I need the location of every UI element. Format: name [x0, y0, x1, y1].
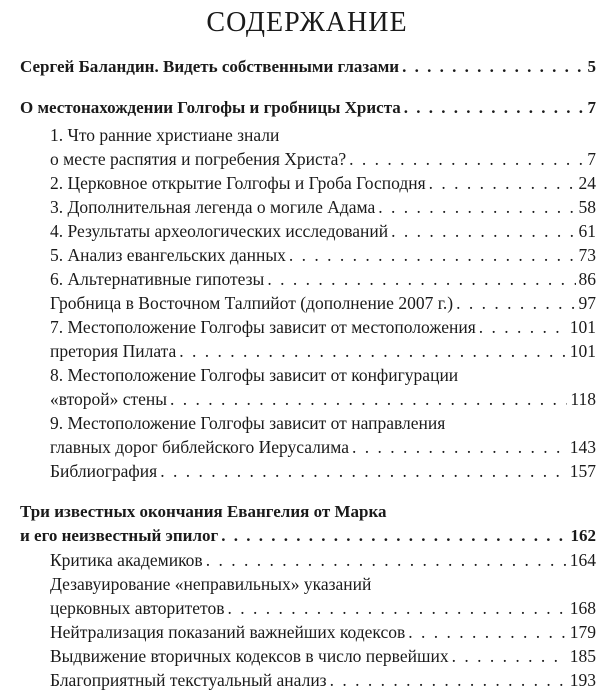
- toc-leader-dots: [404, 97, 585, 119]
- toc-entry[interactable]: [50, 340, 596, 362]
- toc-entry-title: 4. Результаты археологических исследований: [50, 221, 389, 241]
- toc-leader-dots: [408, 621, 567, 643]
- toc-page-number: 61: [578, 221, 596, 241]
- toc-entry-title: Библиография: [50, 461, 158, 481]
- toc-leader-dots: [391, 220, 575, 242]
- toc-page-number: 97: [578, 293, 596, 313]
- toc-page-number: 193: [569, 670, 596, 690]
- toc-page-number: 5: [587, 57, 596, 76]
- toc-entry-title: 2. Церковное открытие Голгофы и Гроба Господня: [50, 173, 426, 193]
- toc-entry-title: Выдвижение вторичных кодексов в число первейших: [50, 646, 449, 666]
- toc-entry[interactable]: [20, 525, 596, 547]
- toc-leader-dots: [221, 525, 567, 547]
- toc-entry-title: Благоприятный текстуальный анализ: [50, 670, 327, 690]
- toc-entry-title: 3. Дополнительная легенда о могиле Адама: [50, 197, 376, 217]
- toc-leader-dots: [227, 597, 566, 619]
- toc-entry[interactable]: [50, 645, 596, 667]
- toc-entry-title: Критика академиков: [50, 550, 203, 570]
- toc-page-number: 58: [578, 197, 596, 217]
- toc-entry[interactable]: [50, 621, 596, 643]
- toc-entry-title: Три известных окончания Евангелия от Марка: [20, 502, 387, 521]
- toc-entry[interactable]: [50, 220, 596, 242]
- toc-entry[interactable]: [50, 597, 596, 619]
- toc-entry[interactable]: [20, 97, 596, 119]
- toc-leader-dots: [452, 645, 567, 667]
- toc-leader-dots: [179, 340, 566, 362]
- toc-page-number: 86: [578, 269, 596, 289]
- toc-leader-dots: [378, 196, 575, 218]
- toc-entry[interactable]: [50, 669, 596, 691]
- toc-entry[interactable]: [50, 549, 596, 571]
- toc-entry-title: претория Пилата: [50, 341, 177, 361]
- toc-entry[interactable]: [50, 388, 596, 410]
- toc-entry-title: 7. Местоположение Голгофы зависит от местоположения: [50, 317, 476, 337]
- toc-entry-title: О местонахождении Голгофы и гробницы Христа: [20, 98, 401, 117]
- toc-page-number: 157: [569, 461, 596, 481]
- toc-entry[interactable]: [50, 244, 596, 266]
- toc-leader-dots: [479, 316, 567, 338]
- toc-entry-title: 6. Альтернативные гипотезы: [50, 269, 265, 289]
- toc-entry-title: о месте распятия и погребения Христа?: [50, 149, 347, 169]
- toc-leader-dots: [289, 244, 576, 266]
- toc-leader-dots: [206, 549, 567, 571]
- toc-entry[interactable]: [50, 573, 596, 595]
- toc-leader-dots: [402, 56, 584, 78]
- toc-page-number: 179: [569, 622, 596, 642]
- toc-page-number: 143: [569, 437, 596, 457]
- toc-leader-dots: [170, 388, 567, 410]
- toc-page-number: 24: [578, 173, 596, 193]
- toc-entry-title: 9. Местоположение Голгофы зависит от направления: [50, 413, 446, 433]
- toc-entry[interactable]: [50, 292, 596, 314]
- toc-page-number: 101: [569, 341, 596, 361]
- toc-entry[interactable]: [50, 436, 596, 458]
- toc-leader-dots: [456, 292, 575, 314]
- toc-entry-title: 1. Что ранние христиане знали: [50, 125, 280, 145]
- toc-entry[interactable]: [50, 148, 596, 170]
- toc-leader-dots: [330, 669, 567, 691]
- toc-entry-title: 5. Анализ евангельских данных: [50, 245, 286, 265]
- toc-entry[interactable]: [20, 56, 596, 78]
- toc-entry[interactable]: [20, 501, 596, 523]
- toc-entry-title: Сергей Баландин. Видеть собственными глазами: [20, 57, 400, 76]
- toc-entry[interactable]: [50, 460, 596, 482]
- toc-entry[interactable]: [50, 364, 596, 386]
- toc-page-number: 162: [570, 526, 596, 545]
- toc-page-number: 164: [569, 550, 596, 570]
- toc-entry-title: Нейтрализация показаний важнейших кодексов: [50, 622, 406, 642]
- toc-entry-title: Гробница в Восточном Талпийот (дополнение 2007 г.): [50, 293, 454, 313]
- toc-entry[interactable]: [50, 268, 596, 290]
- toc-page-number: 168: [569, 598, 596, 618]
- toc-page-number: 7: [587, 149, 596, 169]
- toc-heading: СОДЕРЖАНИЕ: [206, 7, 408, 38]
- toc-page-number: 185: [569, 646, 596, 666]
- toc-entry[interactable]: [50, 196, 596, 218]
- toc-leader-dots: [429, 172, 576, 194]
- toc-leader-dots: [352, 436, 567, 458]
- toc-entry-title: 8. Местоположение Голгофы зависит от конфигурации: [50, 365, 459, 385]
- toc-page-number: 73: [578, 245, 596, 265]
- toc-page-number: 118: [570, 389, 596, 409]
- toc-leader-dots: [267, 268, 575, 290]
- toc-entry-title: «второй» стены: [50, 389, 168, 409]
- toc-leader-dots: [160, 460, 567, 482]
- toc-entry[interactable]: [50, 124, 596, 146]
- toc-entry-title: и его неизвестный эпилог: [20, 526, 219, 545]
- toc-page-number: 101: [569, 317, 596, 337]
- toc-entry[interactable]: [50, 172, 596, 194]
- toc-page-number: 7: [587, 98, 596, 117]
- toc-entry-title: главных дорог библейского Иерусалима: [50, 437, 350, 457]
- toc-leader-dots: [349, 148, 584, 170]
- toc-entry[interactable]: [50, 316, 596, 338]
- toc-entry-title: Дезавуирование «неправильных» указаний: [50, 574, 372, 594]
- toc-entry-title: церковных авторитетов: [50, 598, 225, 618]
- toc-entry[interactable]: [50, 412, 596, 434]
